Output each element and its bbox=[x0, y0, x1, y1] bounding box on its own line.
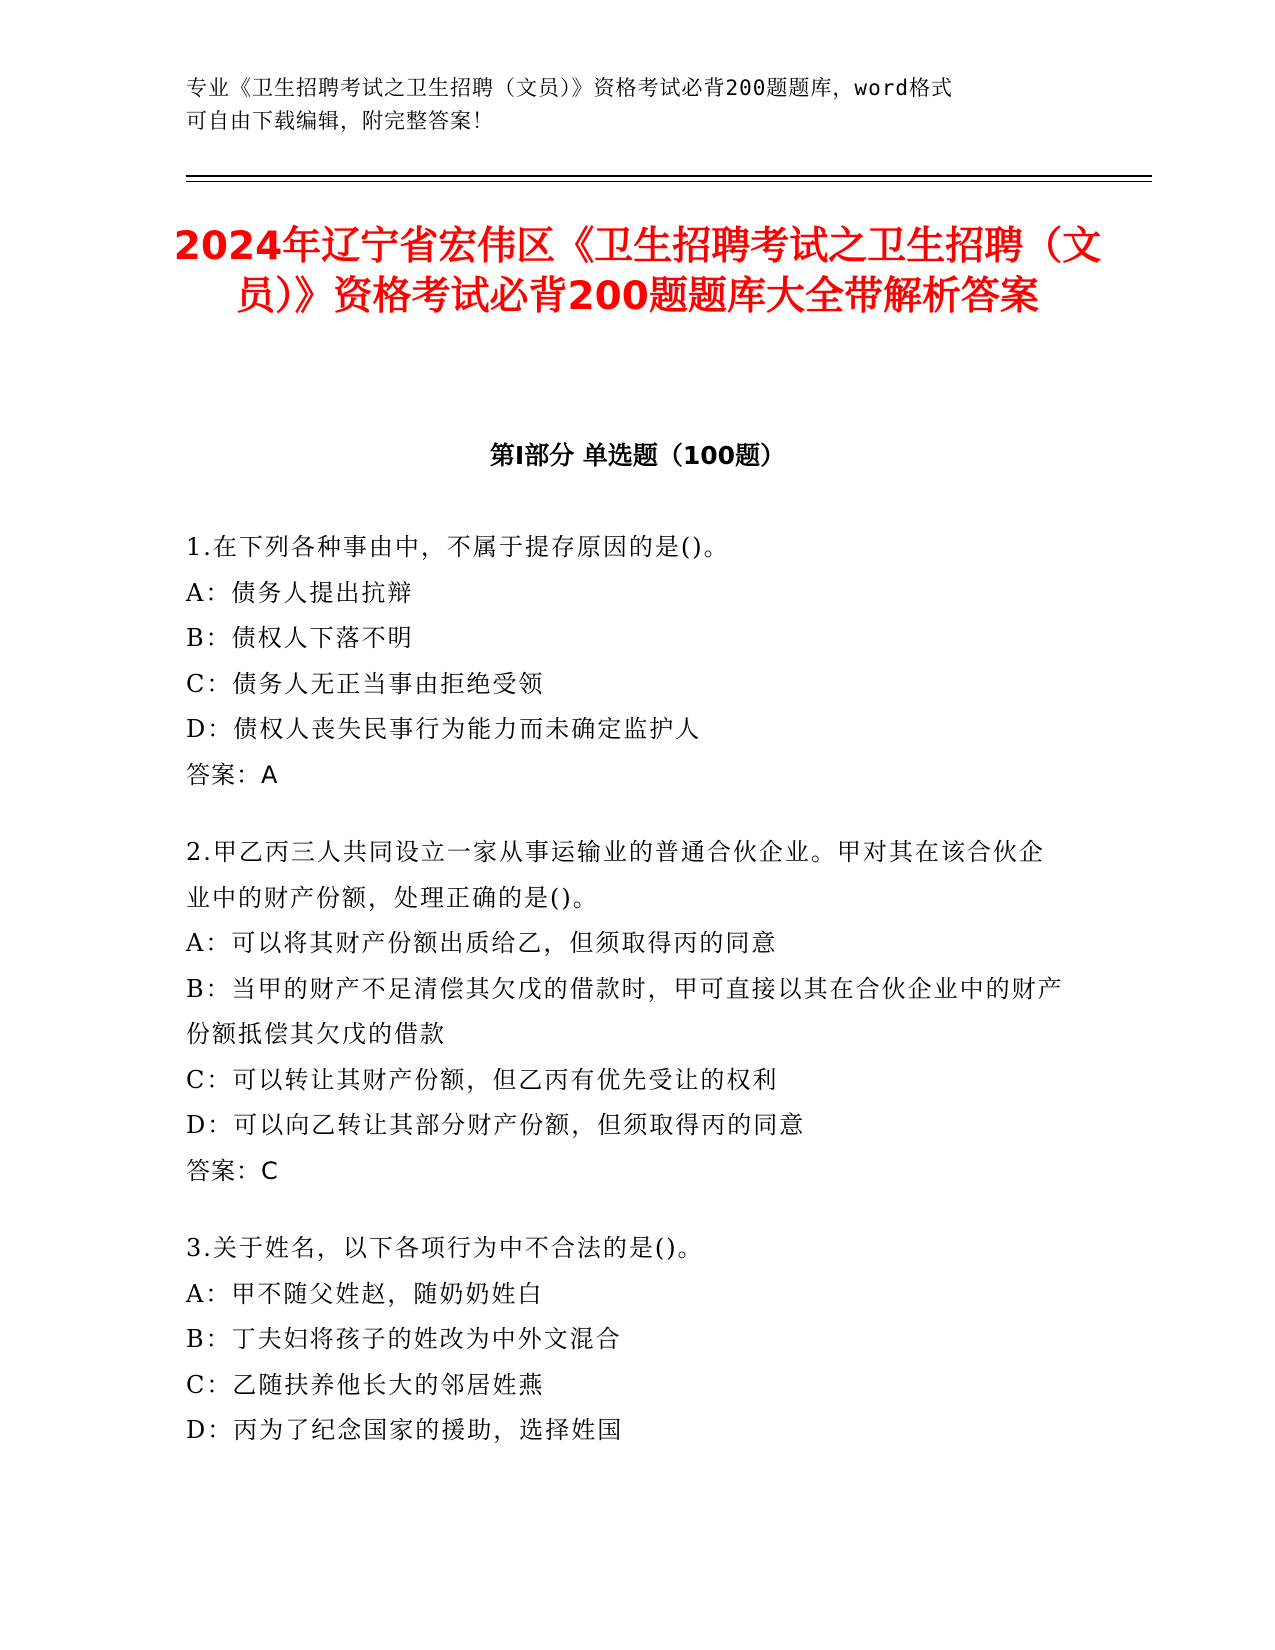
header-note-line: 专业《卫生招聘考试之卫生招聘（文员）》资格考试必背200题题库，word格式 bbox=[186, 76, 953, 100]
answer: 答案：C bbox=[186, 1156, 279, 1185]
option-a: A：甲不随父姓赵，随奶奶姓白 bbox=[186, 1279, 544, 1308]
option-c: C：乙随扶养他长大的邻居姓燕 bbox=[186, 1370, 545, 1399]
question-item bbox=[186, 1226, 1066, 1454]
option-d: D：债权人丧失民事行为能力而未确定监护人 bbox=[186, 715, 702, 743]
option-b: B：当甲的财产不足清偿其欠戊的借款时，甲可直接以其在合伙企业中的财产份额抵偿其欠戊的借款 bbox=[186, 974, 1064, 1048]
header-divider bbox=[186, 175, 1152, 177]
question-item bbox=[186, 525, 1066, 798]
header-divider-thin bbox=[186, 181, 1152, 182]
option-d: D：丙为了纪念国家的援助，选择姓国 bbox=[186, 1416, 624, 1444]
header-note-line: 可自由下载编辑，附完整答案！ bbox=[186, 109, 494, 133]
question-stem: 2.甲乙丙三人共同设立一家从事运输业的普通合伙企业。甲对其在该合伙企业中的财产份额，处理正确的是()。 bbox=[186, 838, 1045, 912]
header-note bbox=[186, 72, 1066, 138]
answer: 答案：A bbox=[186, 760, 279, 789]
document-title: 2024年辽宁省宏伟区《卫生招聘考试之卫生招聘（文员）》资格考试必背200题题库大全带解析答案 bbox=[173, 224, 1102, 319]
question-list bbox=[186, 525, 1066, 1486]
question-stem: 3.关于姓名，以下各项行为中不合法的是()。 bbox=[186, 1234, 704, 1262]
option-c: C：债务人无正当事由拒绝受领 bbox=[186, 669, 545, 698]
option-a: A：可以将其财产份额出质给乙，但须取得丙的同意 bbox=[186, 929, 778, 957]
option-a: A：债务人提出抗辩 bbox=[186, 578, 414, 607]
option-b: B：债权人下落不明 bbox=[186, 624, 414, 652]
question-item bbox=[186, 830, 1066, 1194]
option-c: C：可以转让其财产份额，但乙丙有优先受让的权利 bbox=[186, 1065, 779, 1094]
option-b: B：丁夫妇将孩子的姓改为中外文混合 bbox=[186, 1325, 622, 1353]
section-title: 第Ⅰ部分 单选题（100题） bbox=[489, 441, 786, 470]
option-d: D：可以向乙转让其部分财产份额，但须取得丙的同意 bbox=[186, 1111, 806, 1139]
question-stem: 1.在下列各种事由中，不属于提存原因的是()。 bbox=[186, 533, 730, 561]
